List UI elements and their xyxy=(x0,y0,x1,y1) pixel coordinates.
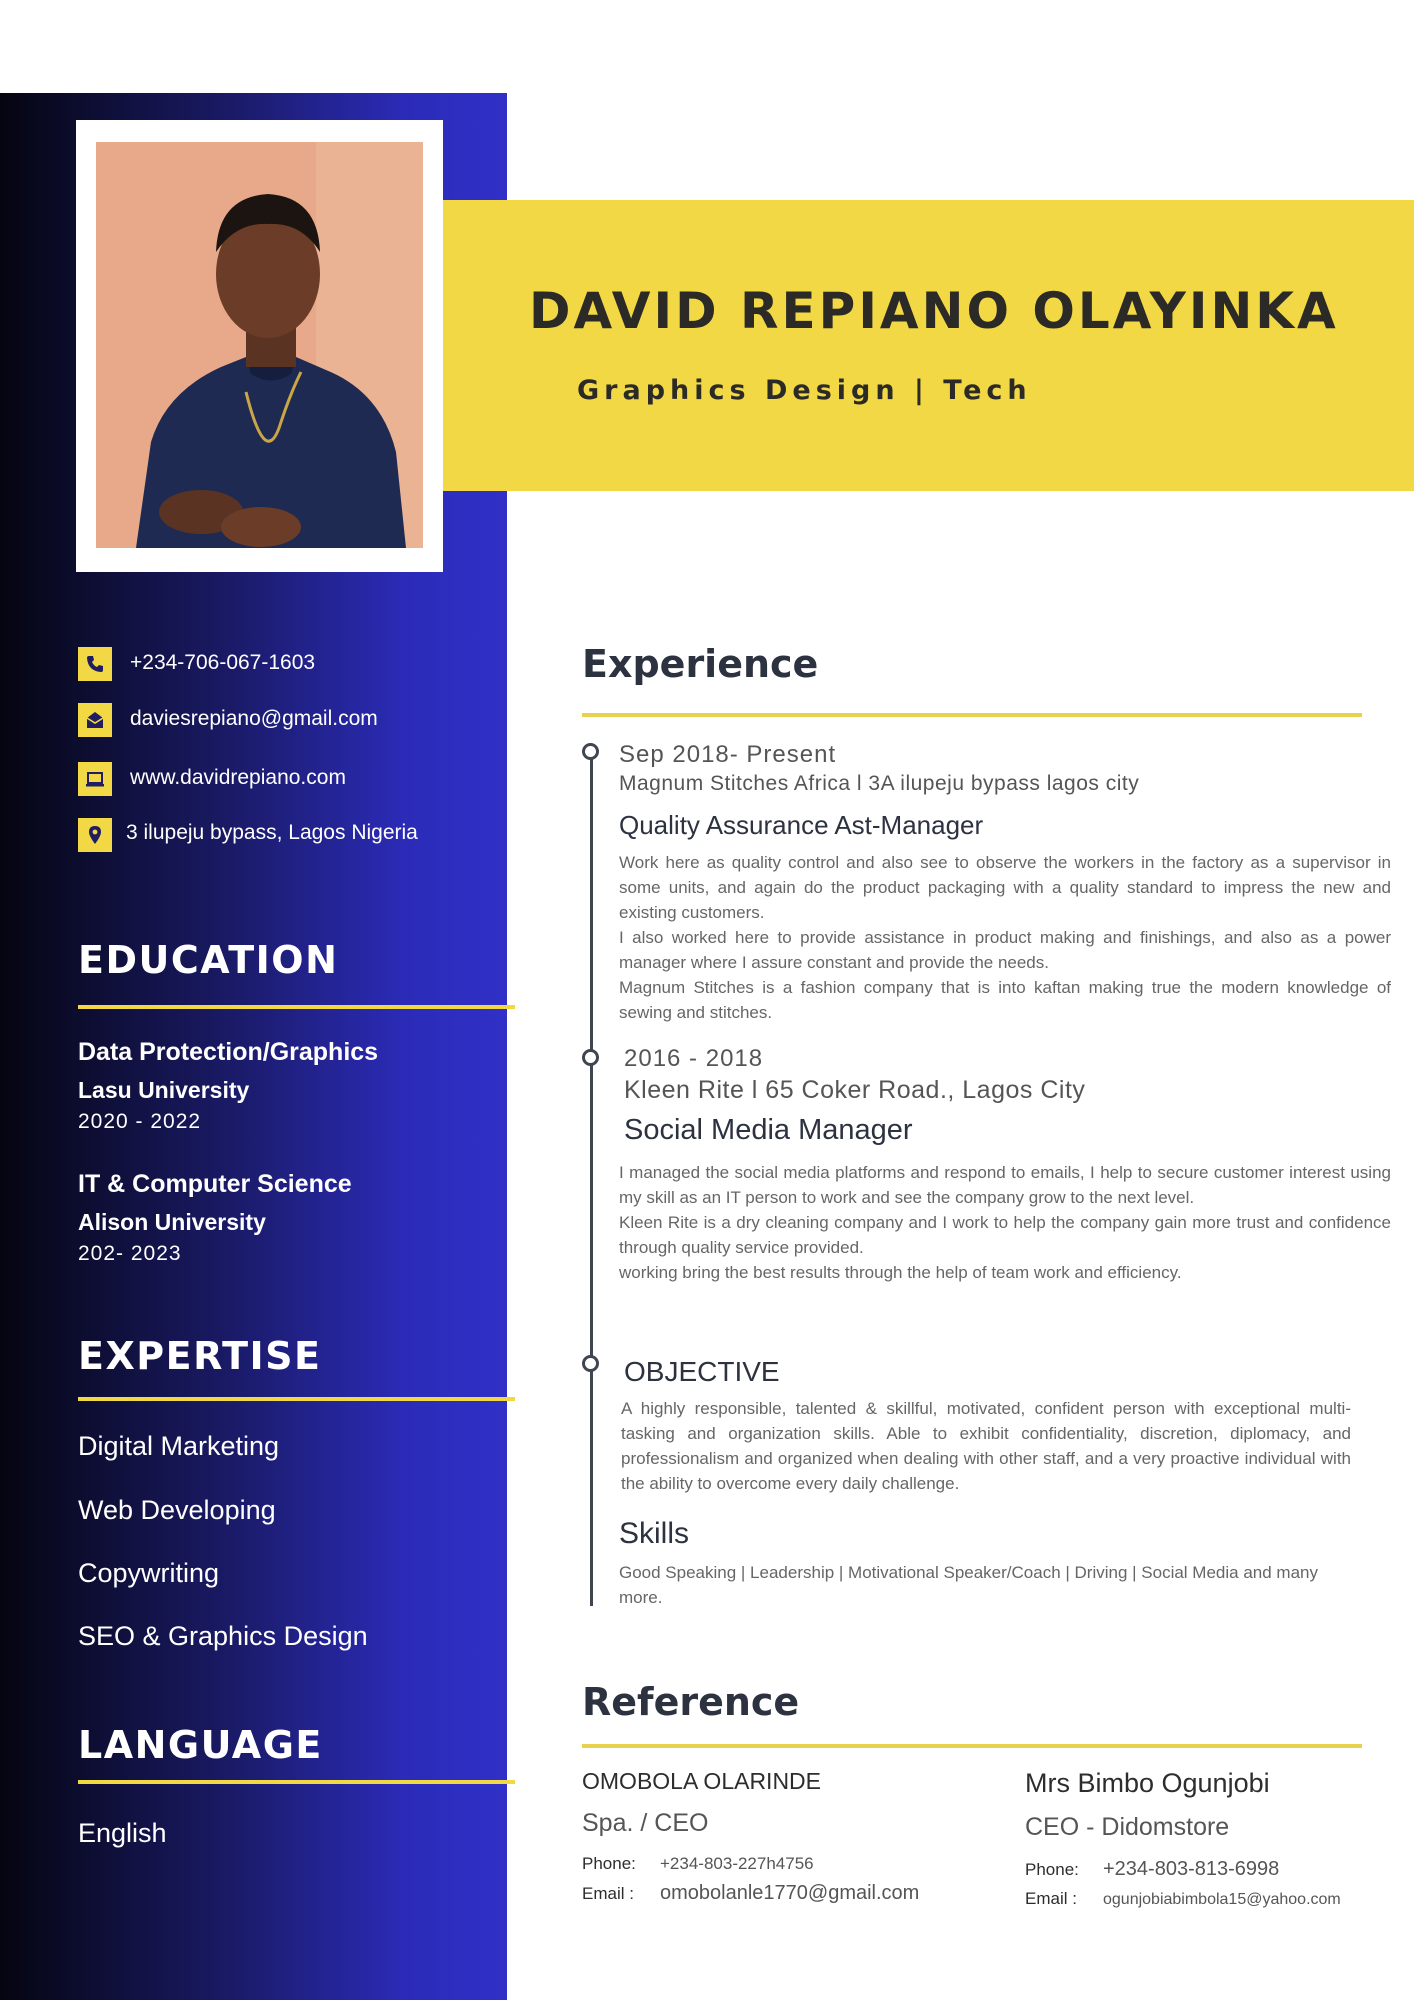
experience-heading: Experience xyxy=(582,642,819,686)
education-divider xyxy=(78,1005,515,1009)
job-date: 2016 - 2018 xyxy=(624,1045,764,1072)
name-banner xyxy=(443,200,1414,491)
skills-text: Good Speaking | Leadership | Motivational Speaker/Coach | Driving | Social Media and many more. xyxy=(619,1563,1318,1607)
job-description-line: Kleen Rite is a dry cleaning company and I work to help the company gain more trust and confidence through quality service provided. xyxy=(619,1213,1391,1257)
reference-phone-label: Phone: xyxy=(1025,1860,1079,1879)
reference-divider xyxy=(582,1744,1362,1748)
education-school: Lasu University xyxy=(78,1077,250,1103)
job-description xyxy=(619,1160,1391,1285)
objective-text: A highly responsible, talented & skillful, motivated, confident person with exceptional multi-tasking and organization skills. Able to exhibit confidentiality, discretion, diplomacy, and professionalism and organized when dealing with other staff, and a very proactive individual with the ability to overcome every daily challenge. xyxy=(621,1399,1351,1493)
timeline-node xyxy=(582,1049,599,1066)
reference-email[interactable]: omobolanle1770@gmail.com xyxy=(660,1882,920,1904)
contact-website-text[interactable]: www.davidrepiano.com xyxy=(130,766,346,789)
reference-card xyxy=(582,1768,922,1905)
language-item: English xyxy=(78,1818,167,1848)
reference-card xyxy=(1025,1768,1385,1909)
reference-email-row xyxy=(1025,1889,1385,1909)
contact-phone-text[interactable]: +234-706-067-1603 xyxy=(130,651,316,674)
education-item xyxy=(78,1170,352,1266)
expertise-heading: EXPERTISE xyxy=(78,1334,322,1378)
job-description-line: Magnum Stitches is a fashion company that is into kaftan making true the modern knowledge of sewing and stitches. xyxy=(619,978,1391,1022)
education-years: 202- 2023 xyxy=(78,1242,182,1265)
expertise-item: SEO & Graphics Design xyxy=(78,1621,368,1651)
reference-phone-row xyxy=(1025,1858,1385,1881)
reference-name: OMOBOLA OLARINDE xyxy=(582,1768,822,1794)
reference-phone-label: Phone: xyxy=(582,1854,636,1873)
contact-email-text[interactable]: daviesrepiano@gmail.com xyxy=(130,707,378,730)
reference-email-row xyxy=(582,1882,922,1905)
reference-phone-row xyxy=(582,1854,922,1874)
job-description-line: working bring the best results through the help of team work and efficiency. xyxy=(619,1263,1182,1282)
job-role: Quality Assurance Ast-Manager xyxy=(619,810,984,840)
language-heading: LANGUAGE xyxy=(78,1723,323,1767)
education-degree: IT & Computer Science xyxy=(78,1170,352,1198)
reference-name: Mrs Bimbo Ogunjobi xyxy=(1025,1768,1270,1798)
reference-phone[interactable]: +234-803-227h4756 xyxy=(660,1854,814,1873)
reference-email-label: Email : xyxy=(1025,1889,1077,1908)
education-degree: Data Protection/Graphics xyxy=(78,1038,379,1066)
reference-email-label: Email : xyxy=(582,1884,634,1903)
candidate-name: DAVID REPIANO OLAYINKA xyxy=(529,282,1339,340)
timeline-line xyxy=(590,752,593,1606)
reference-heading: Reference xyxy=(582,1680,800,1724)
profile-photo-frame xyxy=(76,120,443,572)
education-item xyxy=(78,1038,378,1134)
mail-icon xyxy=(78,703,112,737)
job-description xyxy=(619,850,1391,1025)
laptop-icon xyxy=(78,762,112,796)
expertise-item: Copywriting xyxy=(78,1558,220,1588)
job-date: Sep 2018- Present xyxy=(619,741,837,768)
contact-address-text: 3 ilupeju bypass, Lagos Nigeria xyxy=(126,821,418,844)
phone-icon xyxy=(78,647,112,681)
job-description-line: Work here as quality control and also see to observe the workers in the factory as a supervisor in some units, and again do the product packaging with a quality standard to impress the new and existing customers. xyxy=(619,853,1391,922)
job-company: Kleen Rite l 65 Coker Road., Lagos City xyxy=(624,1076,1086,1104)
job-description-line: I managed the social media platforms and respond to emails, I help to secure customer interest using my skill as an IT person to work and see the company grow to the next level. xyxy=(619,1163,1391,1207)
reference-title: CEO - Didomstore xyxy=(1025,1813,1230,1841)
education-school: Alison University xyxy=(78,1209,266,1235)
experience-divider xyxy=(582,713,1362,717)
objective-heading: OBJECTIVE xyxy=(624,1356,780,1387)
reference-email[interactable]: ogunjobiabimbola15@yahoo.com xyxy=(1103,1891,1341,1908)
education-years: 2020 - 2022 xyxy=(78,1110,202,1133)
expertise-item: Web Developing xyxy=(78,1495,276,1525)
language-divider xyxy=(78,1780,515,1784)
reference-phone[interactable]: +234-803-813-6998 xyxy=(1103,1858,1280,1880)
education-heading: EDUCATION xyxy=(78,938,339,982)
job-role: Social Media Manager xyxy=(624,1114,913,1146)
expertise-divider xyxy=(78,1397,515,1401)
job-company: Magnum Stitches Africa l 3A ilupeju bypass lagos city xyxy=(619,772,1140,795)
location-pin-icon xyxy=(78,818,112,852)
expertise-item: Digital Marketing xyxy=(78,1431,280,1461)
timeline-node xyxy=(582,1355,599,1372)
timeline-node xyxy=(582,743,599,760)
candidate-tagline: Graphics Design | Tech xyxy=(577,375,1032,406)
skills-heading: Skills xyxy=(619,1517,690,1550)
profile-photo xyxy=(96,142,423,548)
reference-title: Spa. / CEO xyxy=(582,1809,709,1837)
job-description-line: I also worked here to provide assistance in product making and finishings, and also as a power manager where I assure constant and provide the needs. xyxy=(619,928,1391,972)
